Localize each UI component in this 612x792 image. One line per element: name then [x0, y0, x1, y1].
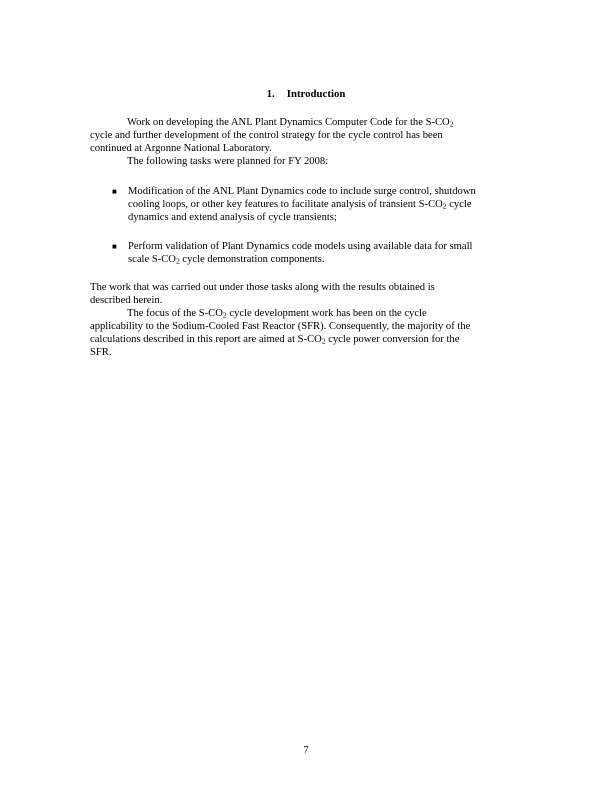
bullet-item-2-text	[128, 240, 522, 266]
focus-line-4: SFR.	[90, 347, 112, 358]
bullet-2-line-2-tail: cycle demonstration components.	[179, 254, 325, 265]
bullet-1-subscript: 2	[442, 201, 447, 211]
bullet-1-line-3: dynamics and extend analysis of cycle transients;	[128, 212, 337, 223]
intro-line-3: continued at Argonne National Laboratory.	[90, 143, 272, 154]
tasks-intro-text: The following tasks were planned for FY 2008:	[127, 156, 329, 167]
results-paragraph	[90, 281, 522, 307]
focus-line-3-text: calculations described in this report are aimed at S-CO	[90, 334, 322, 345]
bullet-2-line-2	[128, 253, 522, 266]
focus-line-2: applicability to the Sodium-Cooled Fast Reactor (SFR). Consequently, the majority of the	[90, 321, 471, 332]
section-heading	[0, 88, 612, 101]
focus-line-1-tail: cycle development work has been on the cycle	[226, 308, 427, 319]
bullet-1-line-1: Modification of the ANL Plant Dynamics code to include surge control, shutdown	[128, 186, 476, 197]
bullet-1-line-2-text: cooling loops, or other key features to facilitate analysis of transient S-CO	[128, 199, 443, 210]
focus-line-1	[90, 307, 522, 320]
focus-line-3	[90, 333, 522, 346]
bullet-1-line-2-tail: cycle	[446, 199, 472, 210]
focus-line-1-text: The focus of the S-CO	[127, 308, 223, 319]
bullet-2-line-1: Perform validation of Plant Dynamics code models using available data for small	[128, 241, 473, 252]
bullet-item-1-text	[128, 185, 522, 224]
focus-paragraph	[90, 307, 522, 359]
bullet-2-line-2-text: scale S-CO	[128, 254, 176, 265]
intro-line-1-subscript: 2	[449, 119, 454, 129]
section-title: Introduction	[286, 88, 346, 100]
intro-line-2: cycle and further development of the control strategy for the cycle control has been	[90, 130, 443, 141]
intro-line-1-text: Work on developing the ANL Plant Dynamics Computer Code for the S-CO	[127, 117, 450, 128]
results-line-2: described herein.	[90, 295, 163, 306]
page-number: 7	[303, 745, 309, 756]
section-number: 1.	[266, 88, 275, 100]
results-line-1: The work that was carried out under those tasks along with the results obtained is	[90, 282, 435, 293]
bullet-1-line-2	[128, 198, 522, 211]
bullet-2-subscript: 2	[175, 256, 180, 266]
intro-paragraph	[90, 116, 522, 155]
tasks-paragraph	[90, 155, 522, 168]
focus-line-3-subscript: 2	[321, 336, 326, 346]
focus-line-3-tail: cycle power conversion for the	[325, 334, 460, 345]
bullet-square-icon: ■	[112, 242, 117, 251]
bullet-square-icon: ■	[112, 187, 117, 196]
intro-line-1	[90, 116, 522, 129]
focus-line-1-subscript: 2	[222, 310, 227, 320]
